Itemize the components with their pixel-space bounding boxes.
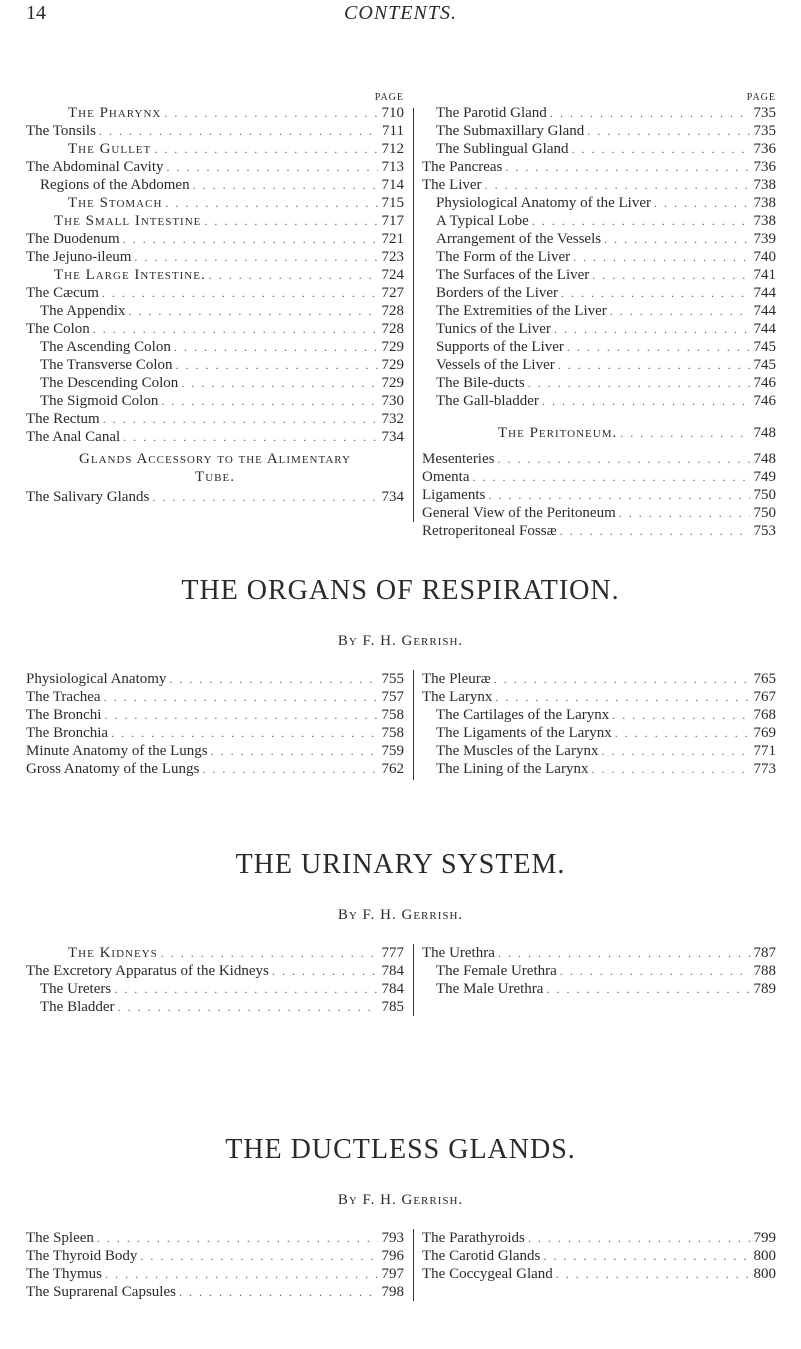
toc-entry-title: The Abdominal Cavity bbox=[26, 159, 164, 175]
toc-entry bbox=[26, 410, 404, 428]
toc-entry bbox=[422, 248, 776, 266]
toc-entry-page: 750 bbox=[753, 487, 776, 503]
toc-entry bbox=[26, 374, 404, 392]
toc-entry-page: 710 bbox=[381, 105, 404, 121]
section-heading: THE ORGANS OF RESPIRATION. bbox=[181, 575, 620, 606]
toc-entry-title: The Larynx bbox=[422, 689, 493, 705]
toc-entry-title: Supports of the Liver bbox=[436, 339, 564, 355]
toc-entry-title: The Thymus bbox=[26, 1266, 102, 1282]
toc-entry bbox=[422, 266, 776, 284]
toc-entry-page: 734 bbox=[381, 429, 404, 445]
toc-list bbox=[422, 104, 776, 410]
toc-entry bbox=[26, 428, 404, 446]
toc-entry bbox=[422, 302, 776, 320]
toc-entry bbox=[422, 424, 776, 442]
toc-entry bbox=[422, 980, 776, 998]
toc-entry-page: 767 bbox=[753, 689, 776, 705]
toc-entry bbox=[422, 486, 776, 504]
alimentary-right-column bbox=[422, 92, 776, 540]
toc-entry-title: The Sigmoid Colon bbox=[40, 393, 159, 409]
toc-entry bbox=[26, 670, 404, 688]
toc-list bbox=[26, 104, 404, 446]
toc-entry bbox=[422, 194, 776, 212]
toc-entry-page: 773 bbox=[753, 761, 776, 777]
toc-entry bbox=[422, 468, 776, 486]
toc-entry-page: 734 bbox=[381, 489, 404, 505]
toc-entry-title: The Extremities of the Liver bbox=[436, 303, 607, 319]
toc-entry-title: Regions of the Abdomen bbox=[40, 177, 190, 193]
toc-entry-title: The Pharynx bbox=[68, 105, 162, 121]
toc-entry-title: Omenta bbox=[422, 469, 470, 485]
section-byline: By F. H. Gerrish. bbox=[337, 907, 464, 923]
toc-entry-title: Tunics of the Liver bbox=[436, 321, 551, 337]
toc-entry bbox=[422, 284, 776, 302]
toc-entry bbox=[422, 392, 776, 410]
toc-entry-page: 729 bbox=[381, 339, 404, 355]
toc-entry bbox=[26, 284, 404, 302]
toc-entry-title: The Duodenum bbox=[26, 231, 120, 247]
toc-entry bbox=[422, 706, 776, 724]
toc-entry bbox=[422, 944, 776, 962]
urinary-right-column bbox=[422, 944, 776, 998]
toc-entry-page: 740 bbox=[753, 249, 776, 265]
toc-entry bbox=[26, 980, 404, 998]
toc-entry-page: 745 bbox=[753, 339, 776, 355]
toc-entry bbox=[26, 194, 404, 212]
ductless-left-column bbox=[26, 1229, 404, 1301]
toc-entry-title: The Cæcum bbox=[26, 285, 99, 301]
toc-entry-title: The Gall-bladder bbox=[436, 393, 539, 409]
toc-entry-title: The Pleuræ bbox=[422, 671, 491, 687]
column-divider bbox=[413, 1229, 414, 1301]
page-header bbox=[0, 2, 801, 32]
toc-entry-title: Gross Anatomy of the Lungs bbox=[26, 761, 200, 777]
toc-entry-page: 787 bbox=[753, 945, 776, 961]
toc-entry bbox=[26, 1229, 404, 1247]
section-subheading: Tube. bbox=[195, 469, 235, 485]
toc-list bbox=[422, 450, 776, 540]
toc-entry-page: 793 bbox=[381, 1230, 404, 1246]
toc-entry bbox=[422, 176, 776, 194]
toc-entry bbox=[26, 1283, 404, 1301]
toc-entry-title: The Small Intestine bbox=[54, 213, 202, 229]
toc-entry-page: 735 bbox=[753, 105, 776, 121]
toc-entry bbox=[26, 104, 404, 122]
toc-entry bbox=[26, 962, 404, 980]
toc-entry bbox=[422, 1247, 776, 1265]
toc-entry bbox=[26, 944, 404, 962]
toc-entry bbox=[26, 320, 404, 338]
toc-entry bbox=[26, 176, 404, 194]
toc-entry-title: The Urethra bbox=[422, 945, 495, 961]
toc-entry-page: 800 bbox=[753, 1266, 776, 1282]
toc-entry bbox=[422, 356, 776, 374]
toc-entry-page: 758 bbox=[381, 725, 404, 741]
column-divider bbox=[413, 670, 414, 780]
toc-entry-page: 746 bbox=[753, 393, 776, 409]
toc-entry-title: The Parotid Gland bbox=[436, 105, 547, 121]
toc-entry bbox=[26, 392, 404, 410]
toc-entry-title: The Trachea bbox=[26, 689, 101, 705]
toc-entry bbox=[422, 742, 776, 760]
toc-entry-page: 738 bbox=[753, 213, 776, 229]
toc-entry bbox=[422, 522, 776, 540]
toc-entry bbox=[422, 212, 776, 230]
toc-entry-title: Physiological Anatomy bbox=[26, 671, 167, 687]
toc-entry-page: 729 bbox=[381, 375, 404, 391]
toc-entry-title: The Form of the Liver bbox=[436, 249, 571, 265]
toc-entry bbox=[422, 1265, 776, 1283]
toc-list bbox=[26, 944, 404, 1016]
page-column-label: PAGE bbox=[374, 92, 404, 103]
toc-entry-page: 724 bbox=[381, 267, 404, 283]
page-column-label: PAGE bbox=[746, 92, 776, 103]
toc-entry-title: General View of the Peritoneum bbox=[422, 505, 616, 521]
toc-entry-page: 721 bbox=[381, 231, 404, 247]
toc-entry-title: The Transverse Colon bbox=[40, 357, 173, 373]
toc-entry-title: The Tonsils bbox=[26, 123, 96, 139]
toc-entry bbox=[422, 158, 776, 176]
toc-entry-page: 730 bbox=[381, 393, 404, 409]
toc-entry-page: 797 bbox=[381, 1266, 404, 1282]
toc-entry-page: 739 bbox=[753, 231, 776, 247]
toc-entry bbox=[422, 450, 776, 468]
toc-entry-title: Ligaments bbox=[422, 487, 486, 503]
toc-entry-page: 735 bbox=[753, 123, 776, 139]
toc-entry-page: 728 bbox=[381, 303, 404, 319]
toc-entry bbox=[422, 230, 776, 248]
toc-entry-page: 745 bbox=[753, 357, 776, 373]
toc-entry bbox=[26, 760, 404, 778]
toc-entry bbox=[26, 338, 404, 356]
toc-entry-page: 748 bbox=[753, 425, 776, 441]
toc-entry-page: 736 bbox=[753, 159, 776, 175]
toc-entry bbox=[422, 962, 776, 980]
toc-entry-page: 729 bbox=[381, 357, 404, 373]
toc-entry-title: The Peritoneum. bbox=[498, 425, 618, 441]
toc-entry-page: 798 bbox=[381, 1284, 404, 1300]
toc-entry-page: 800 bbox=[753, 1248, 776, 1264]
toc-entry bbox=[26, 212, 404, 230]
toc-entry-page: 789 bbox=[753, 981, 776, 997]
toc-entry-page: 796 bbox=[381, 1248, 404, 1264]
toc-entry-title: The Muscles of the Larynx bbox=[436, 743, 599, 759]
toc-entry-title: The Bile-ducts bbox=[436, 375, 525, 391]
toc-entry-page: 717 bbox=[381, 213, 404, 229]
toc-entry-page: 785 bbox=[381, 999, 404, 1015]
toc-entry bbox=[26, 122, 404, 140]
toc-entry-page: 748 bbox=[753, 451, 776, 467]
toc-entry-page: 799 bbox=[753, 1230, 776, 1246]
toc-list bbox=[26, 1229, 404, 1301]
toc-entry-page: 728 bbox=[381, 321, 404, 337]
ductless-right-column bbox=[422, 1229, 776, 1283]
toc-entry bbox=[422, 374, 776, 392]
toc-entry-title: The Anal Canal bbox=[26, 429, 121, 445]
toc-entry bbox=[422, 724, 776, 742]
toc-entry-page: 753 bbox=[753, 523, 776, 539]
toc-entry-title: The Coccygeal Gland bbox=[422, 1266, 553, 1282]
urinary-left-column bbox=[26, 944, 404, 1016]
toc-entry-title: The Rectum bbox=[26, 411, 100, 427]
toc-entry-title: The Excretory Apparatus of the Kidneys bbox=[26, 963, 269, 979]
toc-entry-page: 746 bbox=[753, 375, 776, 391]
toc-entry-title: A Typical Lobe bbox=[436, 213, 529, 229]
toc-entry bbox=[26, 724, 404, 742]
toc-list bbox=[422, 1229, 776, 1283]
toc-list bbox=[26, 670, 404, 778]
toc-entry bbox=[422, 760, 776, 778]
toc-entry bbox=[26, 706, 404, 724]
toc-entry-title: The Spleen bbox=[26, 1230, 94, 1246]
toc-entry-title: The Surfaces of the Liver bbox=[436, 267, 590, 283]
toc-entry-title: Retroperitoneal Fossæ bbox=[422, 523, 557, 539]
toc-entry-title: The Sublingual Gland bbox=[436, 141, 569, 157]
toc-entry-page: 768 bbox=[753, 707, 776, 723]
toc-entry-page: 744 bbox=[753, 303, 776, 319]
section-subheading: Glands Accessory to the Alimentary bbox=[79, 451, 351, 467]
toc-entry bbox=[26, 488, 404, 506]
toc-entry bbox=[26, 158, 404, 176]
toc-entry bbox=[422, 104, 776, 122]
toc-entry bbox=[26, 1247, 404, 1265]
toc-entry-title: The Gullet bbox=[68, 141, 152, 157]
toc-entry-page: 732 bbox=[381, 411, 404, 427]
toc-entry-title: The Ascending Colon bbox=[40, 339, 171, 355]
toc-entry-page: 712 bbox=[381, 141, 404, 157]
toc-entry-title: The Thyroid Body bbox=[26, 1248, 138, 1264]
toc-list bbox=[422, 670, 776, 778]
section-heading: THE URINARY SYSTEM. bbox=[235, 849, 566, 880]
section-heading: THE DUCTLESS GLANDS. bbox=[225, 1134, 576, 1165]
toc-entry-title: The Cartilages of the Larynx bbox=[436, 707, 610, 723]
toc-entry-page: 727 bbox=[381, 285, 404, 301]
toc-entry-title: The Submaxillary Gland bbox=[436, 123, 585, 139]
respiration-left-column bbox=[26, 670, 404, 778]
toc-entry-page: 765 bbox=[753, 671, 776, 687]
toc-entry-title: The Lining of the Larynx bbox=[436, 761, 589, 777]
toc-entry bbox=[26, 998, 404, 1016]
toc-entry-title: The Descending Colon bbox=[40, 375, 179, 391]
toc-entry bbox=[422, 320, 776, 338]
toc-entry-page: 758 bbox=[381, 707, 404, 723]
toc-entry bbox=[26, 248, 404, 266]
toc-entry-title: The Bronchi bbox=[26, 707, 102, 723]
toc-entry-page: 771 bbox=[753, 743, 776, 759]
toc-entry-title: The Female Urethra bbox=[436, 963, 557, 979]
toc-entry-title: The Stomach bbox=[68, 195, 163, 211]
toc-entry-page: 750 bbox=[753, 505, 776, 521]
toc-entry bbox=[26, 1265, 404, 1283]
toc-entry-title: The Carotid Glands bbox=[422, 1248, 541, 1264]
toc-entry-title: Borders of the Liver bbox=[436, 285, 559, 301]
toc-entry-page: 738 bbox=[753, 195, 776, 211]
toc-entry bbox=[26, 302, 404, 320]
section-byline: By F. H. Gerrish. bbox=[337, 633, 464, 649]
toc-entry-page: 741 bbox=[753, 267, 776, 283]
toc-entry-page: 738 bbox=[753, 177, 776, 193]
toc-entry bbox=[422, 1229, 776, 1247]
page-number: 14 bbox=[26, 2, 46, 24]
toc-entry-page: 714 bbox=[381, 177, 404, 193]
toc-entry-page: 715 bbox=[381, 195, 404, 211]
toc-entry bbox=[422, 338, 776, 356]
toc-entry-page: 744 bbox=[753, 321, 776, 337]
toc-entry bbox=[26, 266, 404, 284]
alimentary-left-column bbox=[26, 92, 404, 506]
toc-entry-title: The Salivary Glands bbox=[26, 489, 150, 505]
toc-entry-title: Mesenteries bbox=[422, 451, 495, 467]
toc-entry-page: 757 bbox=[381, 689, 404, 705]
toc-entry bbox=[26, 356, 404, 374]
toc-entry bbox=[26, 230, 404, 248]
toc-entry-page: 723 bbox=[381, 249, 404, 265]
toc-entry bbox=[26, 688, 404, 706]
toc-entry-title: The Male Urethra bbox=[436, 981, 544, 997]
toc-entry bbox=[422, 140, 776, 158]
toc-entry-page: 736 bbox=[753, 141, 776, 157]
toc-list bbox=[422, 944, 776, 998]
column-divider bbox=[413, 108, 414, 522]
toc-entry-page: 759 bbox=[381, 743, 404, 759]
toc-entry-page: 777 bbox=[381, 945, 404, 961]
toc-entry-page: 744 bbox=[753, 285, 776, 301]
toc-entry-title: The Parathyroids bbox=[422, 1230, 525, 1246]
toc-entry-page: 784 bbox=[381, 981, 404, 997]
toc-entry-title: The Bronchia bbox=[26, 725, 109, 741]
toc-entry-title: The Pancreas bbox=[422, 159, 503, 175]
toc-entry-title: Arrangement of the Vessels bbox=[436, 231, 602, 247]
toc-entry-title: The Appendix bbox=[40, 303, 126, 319]
section-byline: By F. H. Gerrish. bbox=[337, 1192, 464, 1208]
toc-entry-title: The Jejuno-ileum bbox=[26, 249, 132, 265]
toc-entry-page: 769 bbox=[753, 725, 776, 741]
toc-entry-title: The Kidneys bbox=[68, 945, 158, 961]
running-head: CONTENTS. bbox=[344, 2, 457, 24]
toc-entry-title: Physiological Anatomy of the Liver bbox=[436, 195, 651, 211]
toc-entry bbox=[422, 504, 776, 522]
toc-entry-page: 755 bbox=[381, 671, 404, 687]
column-divider bbox=[413, 944, 414, 1016]
toc-entry bbox=[26, 742, 404, 760]
toc-entry-title: Minute Anatomy of the Lungs bbox=[26, 743, 208, 759]
toc-entry bbox=[422, 670, 776, 688]
toc-entry bbox=[422, 122, 776, 140]
toc-entry-page: 788 bbox=[753, 963, 776, 979]
toc-entry-page: 711 bbox=[382, 123, 404, 139]
toc-entry-title: Vessels of the Liver bbox=[436, 357, 555, 373]
toc-entry-title: The Bladder bbox=[40, 999, 115, 1015]
toc-entry-title: The Ligaments of the Larynx bbox=[436, 725, 612, 741]
toc-entry-title: The Liver bbox=[422, 177, 482, 193]
respiration-right-column bbox=[422, 670, 776, 778]
toc-entry bbox=[422, 688, 776, 706]
toc-entry-page: 762 bbox=[381, 761, 404, 777]
toc-entry-page: 749 bbox=[753, 469, 776, 485]
toc-entry bbox=[26, 140, 404, 158]
toc-entry-title: The Ureters bbox=[40, 981, 112, 997]
toc-entry-page: 713 bbox=[381, 159, 404, 175]
toc-entry-title: The Suprarenal Capsules bbox=[26, 1284, 176, 1300]
toc-entry-title: The Colon bbox=[26, 321, 90, 337]
toc-entry-title: The Large Intestine. bbox=[54, 267, 206, 283]
toc-entry-page: 784 bbox=[381, 963, 404, 979]
